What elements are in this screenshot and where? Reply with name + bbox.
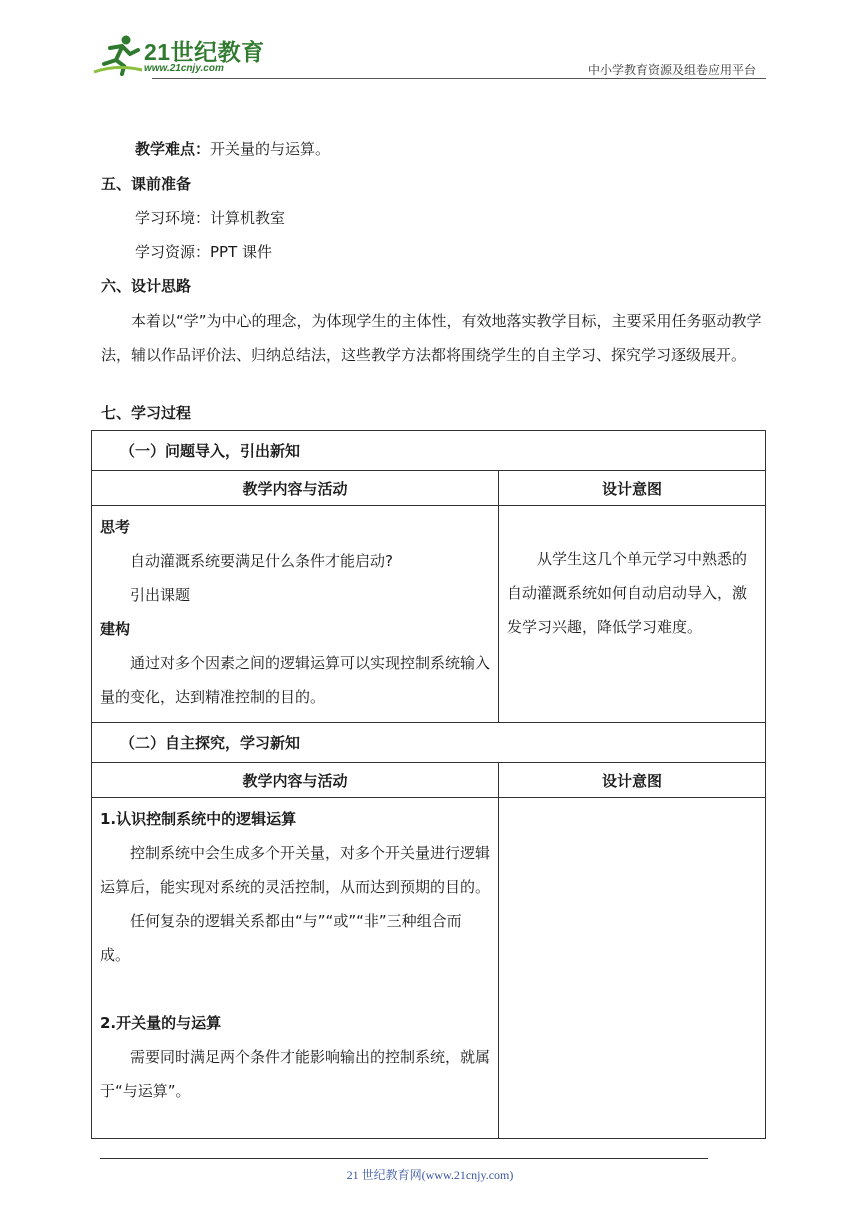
section-6-title: 六、设计思路	[101, 277, 192, 295]
footer-divider	[100, 1158, 708, 1159]
item2-para1: 需要同时满足两个条件才能影响输出的控制系统，就属于“与运算”。	[100, 1048, 491, 1100]
item1-para1: 控制系统中会生成多个开关量，对多个开关量进行逻辑运算后，能实现对系统的灵活控制，从而达到预期的目的。	[100, 844, 491, 896]
item1-para2: 任何复杂的逻辑关系都由“与”“或”“非”三种组合而成。	[100, 912, 462, 964]
part1-col-intent: 设计意图	[499, 471, 766, 506]
site-logo[interactable]	[92, 32, 272, 78]
part2-content-cell	[92, 798, 499, 1139]
section-7-title: 七、学习过程	[101, 404, 192, 422]
footer-link[interactable]: 21 世纪教育网(www.21cnjy.com)	[346, 1168, 514, 1182]
resource-text: 学习资源：PPT 课件	[135, 243, 273, 261]
env-text: 学习环境：计算机教室	[135, 209, 286, 227]
platform-name: 中小学教育资源及组卷应用平台	[587, 63, 756, 77]
item1-title: 1.认识控制系统中的逻辑运算	[100, 810, 297, 828]
design-paragraph: 本着以“学”为中心的理念，为体现学生的主体性，有效地落实教学目标，主要采用任务驱动教学法，辅以作品评价法、归纳总结法，这些教学方法都将围绕学生的自主学习、探究学习逐级展开。	[101, 312, 762, 364]
item2-title: 2.开关量的与运算	[100, 1014, 222, 1032]
build-label: 建构	[100, 620, 131, 638]
part2-title: （二）自主探究，学习新知	[92, 723, 766, 763]
difficulty-text: 开关量的与运算。	[210, 140, 331, 158]
part2-col-content: 教学内容与活动	[92, 763, 499, 798]
spacer	[100, 972, 490, 1006]
running-figure-icon	[92, 34, 144, 76]
question-text: 自动灌溉系统要满足什么条件才能启动?	[130, 552, 393, 570]
build-text: 通过对多个因素之间的逻辑运算可以实现控制系统输入量的变化，达到精准控制的目的。	[100, 654, 491, 706]
section-5-title: 五、课前准备	[101, 175, 192, 193]
logo-text: 21世纪教育	[144, 39, 265, 65]
part2-col-intent: 设计意图	[499, 763, 766, 798]
logo-url: www.21cnjy.com	[144, 63, 224, 74]
header-divider	[152, 78, 766, 79]
difficulty-label: 教学难点：	[135, 140, 211, 158]
part1-intent-cell: 从学生这几个单元学习中熟悉的自动灌溉系统如何自动启动导入，激发学习兴趣，降低学习难度。	[499, 506, 766, 723]
part1-content-cell	[92, 506, 499, 723]
part1-col-content: 教学内容与活动	[92, 471, 499, 506]
difficulty-line	[135, 139, 330, 159]
part1-title: （一）问题导入，引出新知	[92, 431, 766, 471]
page-header	[0, 0, 860, 80]
lesson-process-table	[91, 430, 766, 1139]
part2-intent-cell	[499, 798, 766, 1139]
think-label: 思考	[100, 518, 131, 536]
lead-topic-text: 引出课题	[130, 586, 191, 604]
